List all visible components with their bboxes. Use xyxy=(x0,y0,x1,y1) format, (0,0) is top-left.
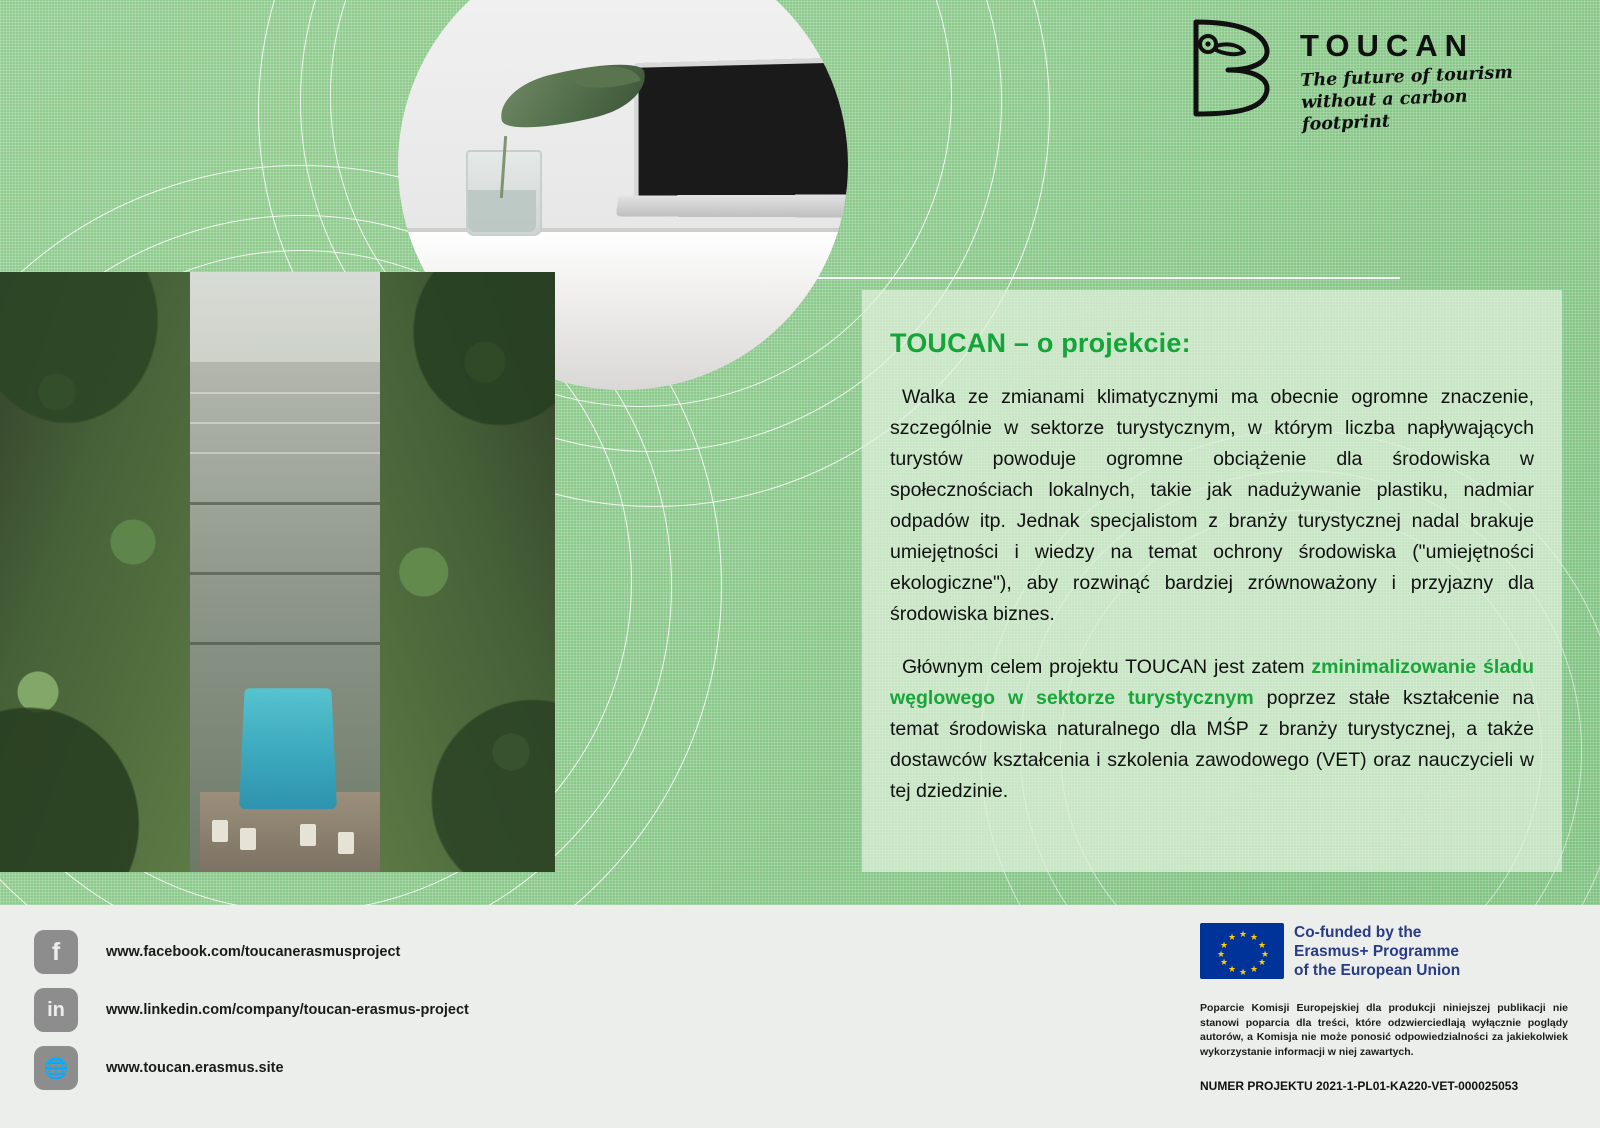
paragraph-2-highlight: zminimalizowanie śladu węglowego w sektorze turystycznym xyxy=(890,656,1534,709)
green-hotel-atrium-photo xyxy=(0,272,555,872)
paragraph-2-tail: poprzez stałe kształcenie na temat środowiska naturalnego dla MŚP z branży turystycznej, a także dostawców kształcenia i szkolenia zawodowego (VET) oraz nauczycieli w tej dziedzinie. xyxy=(890,687,1534,802)
toucan-logo xyxy=(1182,14,1552,135)
laptop-base xyxy=(616,194,848,217)
about-project-card xyxy=(862,290,1562,872)
paragraph-2-lead: Głównym celem projektu TOUCAN jest zatem xyxy=(902,656,1312,678)
paragraph-1: Walka ze zmianami klimatycznymi ma obecnie ogromne znaczenie, szczególnie w sektorze turystycznym, w którym liczba napływających turystów powoduje ogromne obciążenie dla środowiska w społecznościach lokalnych, takie jak nadużywanie plastiku, nadmiar odpadów itp. Jednak specjalistom z branży turystycznej nadal brakuje umiejętności i wiedzy na temat ochrony środowiska ("umiejętności ekologiczne"), aby rozwinąć bardziej zrównoważony i przyjazny dla środowiska biznes. xyxy=(890,386,1534,625)
toucan-bird-icon xyxy=(1182,16,1278,120)
facebook-icon: f xyxy=(34,930,78,974)
social-row-facebook[interactable] xyxy=(34,923,734,981)
eu-line-1: Co-funded by the xyxy=(1294,924,1422,941)
foliage-overlay xyxy=(0,272,555,872)
laptop-screen xyxy=(634,57,848,204)
eu-disclaimer: Poparcie Komisji Europejskiej dla produkcji niniejszej publikacji nie stanowi poparcia dla treści, które odzwierciedlają wyłącznie poglądy autorów, a Komisja nie może ponosić odpowiedzialności za jakiekolwiek wykorzystanie informacji w niej zawartych. xyxy=(1200,1002,1568,1058)
project-number: NUMER PROJEKTU 2021-1-PL01-KA220-VET-000025053 xyxy=(1200,1079,1519,1093)
social-row-website[interactable] xyxy=(34,1039,734,1097)
plant-leaf xyxy=(494,53,652,140)
footer-bar xyxy=(0,905,1600,1128)
logo-wordmark: TOUCAN xyxy=(1300,28,1475,63)
eu-line-3: of the European Union xyxy=(1294,962,1461,979)
facebook-url[interactable]: www.facebook.com/toucanerasmusproject xyxy=(106,944,401,960)
website-icon: 🌐 xyxy=(34,1046,78,1090)
logo-tagline-line1: The future of tourism xyxy=(1300,62,1514,91)
linkedin-url[interactable]: www.linkedin.com/company/toucan-erasmus-project xyxy=(106,1002,469,1018)
eu-line-2: Erasmus+ Programme xyxy=(1294,943,1459,960)
website-url[interactable]: www.toucan.erasmus.site xyxy=(106,1060,284,1076)
social-row-linkedin[interactable] xyxy=(34,981,734,1039)
card-title: TOUCAN – o projekcie: xyxy=(890,328,1191,358)
logo-tagline xyxy=(1300,60,1554,136)
eu-flag-icon: ★ ★ ★ ★ ★ ★ ★ ★ ★ ★ ★ ★ xyxy=(1200,923,1284,979)
card-body xyxy=(890,382,1534,807)
logo-tagline-line2: without a carbon footprint xyxy=(1300,86,1468,135)
eu-funding-text xyxy=(1294,923,1460,980)
linkedin-icon: in xyxy=(34,988,78,1032)
social-links xyxy=(34,923,734,1097)
paragraph-2 xyxy=(890,652,1534,807)
